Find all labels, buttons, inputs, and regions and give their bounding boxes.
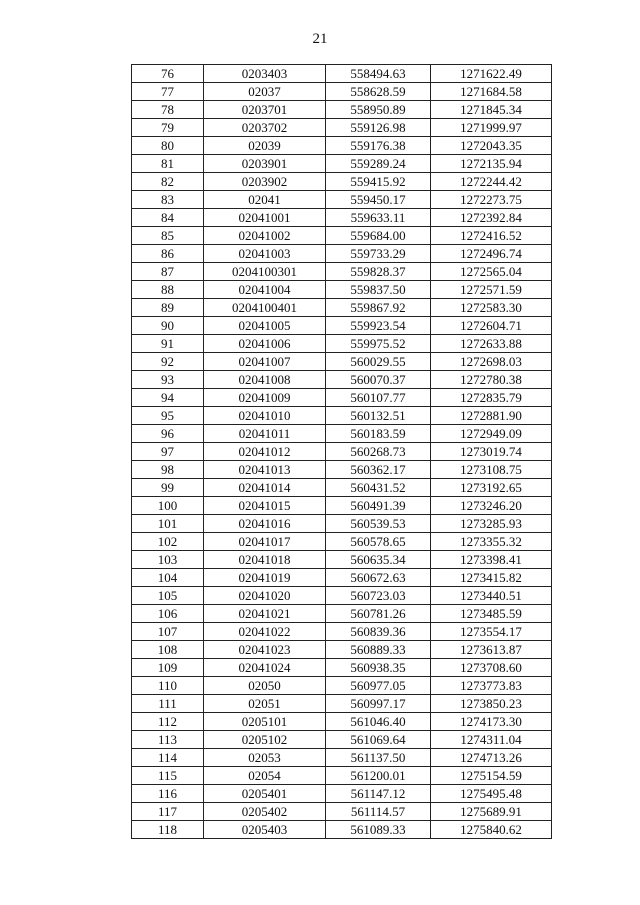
table-row [132,245,552,263]
point-code-cell: 02041008 [204,371,326,389]
y-coordinate-cell: 1275495.48 [431,785,552,803]
row-number-cell: 93 [132,371,204,389]
point-code-cell: 0204100401 [204,299,326,317]
y-coordinate-cell: 1271622.49 [431,65,552,83]
table-row [132,821,552,839]
x-coordinate-cell: 559733.29 [326,245,431,263]
row-number-cell: 82 [132,173,204,191]
point-code-cell: 02041022 [204,623,326,641]
point-code-cell: 02037 [204,83,326,101]
point-code-cell: 02039 [204,137,326,155]
x-coordinate-cell: 559415.92 [326,173,431,191]
table-row [132,155,552,173]
point-code-cell: 02041013 [204,461,326,479]
table-row [132,407,552,425]
row-number-cell: 101 [132,515,204,533]
x-coordinate-cell: 559289.24 [326,155,431,173]
point-code-cell: 0203901 [204,155,326,173]
x-coordinate-cell: 560183.59 [326,425,431,443]
point-code-cell: 02051 [204,695,326,713]
y-coordinate-cell: 1275154.59 [431,767,552,785]
y-coordinate-cell: 1272496.74 [431,245,552,263]
y-coordinate-cell: 1273773.83 [431,677,552,695]
table-row [132,605,552,623]
row-number-cell: 102 [132,533,204,551]
x-coordinate-cell: 560938.35 [326,659,431,677]
point-code-cell: 02041 [204,191,326,209]
x-coordinate-cell: 559837.50 [326,281,431,299]
point-code-cell: 0203702 [204,119,326,137]
x-coordinate-cell: 560362.17 [326,461,431,479]
x-coordinate-cell: 560431.52 [326,479,431,497]
x-coordinate-cell: 560672.63 [326,569,431,587]
row-number-cell: 85 [132,227,204,245]
x-coordinate-cell: 559684.00 [326,227,431,245]
table-row [132,659,552,677]
page-number: 21 [312,31,328,47]
x-coordinate-cell: 560635.34 [326,551,431,569]
y-coordinate-cell: 1273398.41 [431,551,552,569]
row-number-cell: 116 [132,785,204,803]
point-code-cell: 02041003 [204,245,326,263]
row-number-cell: 105 [132,587,204,605]
point-code-cell: 0203701 [204,101,326,119]
table-row [132,119,552,137]
table-row [132,191,552,209]
row-number-cell: 98 [132,461,204,479]
table-row [132,83,552,101]
y-coordinate-cell: 1273415.82 [431,569,552,587]
point-code-cell: 02041020 [204,587,326,605]
row-number-cell: 81 [132,155,204,173]
x-coordinate-cell: 560889.33 [326,641,431,659]
point-code-cell: 02041024 [204,659,326,677]
point-code-cell: 02041021 [204,605,326,623]
row-number-cell: 87 [132,263,204,281]
point-code-cell: 02041007 [204,353,326,371]
table-row [132,371,552,389]
point-code-cell: 02041014 [204,479,326,497]
row-number-cell: 104 [132,569,204,587]
table-row [132,335,552,353]
point-code-cell: 02041012 [204,443,326,461]
row-number-cell: 114 [132,749,204,767]
table-row [132,731,552,749]
row-number-cell: 117 [132,803,204,821]
table-row [132,767,552,785]
table-row [132,515,552,533]
row-number-cell: 78 [132,101,204,119]
table-row [132,587,552,605]
point-code-cell: 02041018 [204,551,326,569]
row-number-cell: 112 [132,713,204,731]
table-row [132,713,552,731]
row-number-cell: 77 [132,83,204,101]
table-row [132,281,552,299]
x-coordinate-cell: 559828.37 [326,263,431,281]
row-number-cell: 110 [132,677,204,695]
row-number-cell: 108 [132,641,204,659]
y-coordinate-cell: 1273246.20 [431,497,552,515]
coordinates-table-body [132,65,552,839]
point-code-cell: 0205402 [204,803,326,821]
row-number-cell: 118 [132,821,204,839]
y-coordinate-cell: 1273850.23 [431,695,552,713]
y-coordinate-cell: 1273440.51 [431,587,552,605]
table-row [132,785,552,803]
point-code-cell: 02041004 [204,281,326,299]
y-coordinate-cell: 1272881.90 [431,407,552,425]
x-coordinate-cell: 561114.57 [326,803,431,821]
y-coordinate-cell: 1272835.79 [431,389,552,407]
row-number-cell: 97 [132,443,204,461]
table-row [132,443,552,461]
y-coordinate-cell: 1273613.87 [431,641,552,659]
x-coordinate-cell: 559975.52 [326,335,431,353]
x-coordinate-cell: 561069.64 [326,731,431,749]
x-coordinate-cell: 560997.17 [326,695,431,713]
table-row [132,479,552,497]
y-coordinate-cell: 1271684.58 [431,83,552,101]
point-code-cell: 02041002 [204,227,326,245]
y-coordinate-cell: 1272392.84 [431,209,552,227]
y-coordinate-cell: 1272244.42 [431,173,552,191]
y-coordinate-cell: 1272273.75 [431,191,552,209]
point-code-cell: 02041017 [204,533,326,551]
x-coordinate-cell: 560268.73 [326,443,431,461]
row-number-cell: 103 [132,551,204,569]
table-row [132,551,552,569]
row-number-cell: 89 [132,299,204,317]
x-coordinate-cell: 561137.50 [326,749,431,767]
row-number-cell: 100 [132,497,204,515]
row-number-cell: 84 [132,209,204,227]
point-code-cell: 02041005 [204,317,326,335]
x-coordinate-cell: 559867.92 [326,299,431,317]
y-coordinate-cell: 1273192.65 [431,479,552,497]
y-coordinate-cell: 1273355.32 [431,533,552,551]
x-coordinate-cell: 558494.63 [326,65,431,83]
row-number-cell: 96 [132,425,204,443]
point-code-cell: 02041009 [204,389,326,407]
y-coordinate-cell: 1274713.26 [431,749,552,767]
x-coordinate-cell: 560029.55 [326,353,431,371]
table-row [132,623,552,641]
y-coordinate-cell: 1272135.94 [431,155,552,173]
row-number-cell: 80 [132,137,204,155]
table-row [132,695,552,713]
y-coordinate-cell: 1271845.34 [431,101,552,119]
x-coordinate-cell: 558628.59 [326,83,431,101]
x-coordinate-cell: 560107.77 [326,389,431,407]
point-code-cell: 02041015 [204,497,326,515]
y-coordinate-cell: 1275840.62 [431,821,552,839]
table-row [132,569,552,587]
x-coordinate-cell: 560132.51 [326,407,431,425]
point-code-cell: 02041006 [204,335,326,353]
row-number-cell: 79 [132,119,204,137]
table-row [132,173,552,191]
x-coordinate-cell: 561200.01 [326,767,431,785]
point-code-cell: 02053 [204,749,326,767]
point-code-cell: 0205101 [204,713,326,731]
row-number-cell: 113 [132,731,204,749]
point-code-cell: 02041019 [204,569,326,587]
row-number-cell: 95 [132,407,204,425]
table-row [132,533,552,551]
point-code-cell: 02041010 [204,407,326,425]
y-coordinate-cell: 1274311.04 [431,731,552,749]
y-coordinate-cell: 1272633.88 [431,335,552,353]
row-number-cell: 106 [132,605,204,623]
table-row [132,209,552,227]
row-number-cell: 90 [132,317,204,335]
x-coordinate-cell: 561046.40 [326,713,431,731]
table-row [132,353,552,371]
point-code-cell: 02050 [204,677,326,695]
y-coordinate-cell: 1272043.35 [431,137,552,155]
table-row [132,497,552,515]
y-coordinate-cell: 1273108.75 [431,461,552,479]
row-number-cell: 83 [132,191,204,209]
y-coordinate-cell: 1275689.91 [431,803,552,821]
table-row [132,299,552,317]
x-coordinate-cell: 560491.39 [326,497,431,515]
y-coordinate-cell: 1272698.03 [431,353,552,371]
row-number-cell: 86 [132,245,204,263]
table-row [132,137,552,155]
row-number-cell: 115 [132,767,204,785]
y-coordinate-cell: 1273485.59 [431,605,552,623]
table-row [132,749,552,767]
y-coordinate-cell: 1272583.30 [431,299,552,317]
point-code-cell: 02041023 [204,641,326,659]
x-coordinate-cell: 560781.26 [326,605,431,623]
table-row [132,317,552,335]
x-coordinate-cell: 561147.12 [326,785,431,803]
x-coordinate-cell: 558950.89 [326,101,431,119]
table-row [132,389,552,407]
row-number-cell: 107 [132,623,204,641]
x-coordinate-cell: 560839.36 [326,623,431,641]
row-number-cell: 99 [132,479,204,497]
y-coordinate-cell: 1272604.71 [431,317,552,335]
point-code-cell: 02041001 [204,209,326,227]
y-coordinate-cell: 1272571.59 [431,281,552,299]
point-code-cell: 0204100301 [204,263,326,281]
x-coordinate-cell: 560723.03 [326,587,431,605]
point-code-cell: 0203902 [204,173,326,191]
y-coordinate-cell: 1273708.60 [431,659,552,677]
point-code-cell: 0203403 [204,65,326,83]
x-coordinate-cell: 559923.54 [326,317,431,335]
x-coordinate-cell: 560070.37 [326,371,431,389]
row-number-cell: 76 [132,65,204,83]
y-coordinate-cell: 1272780.38 [431,371,552,389]
table-row [132,803,552,821]
coordinates-table [131,64,552,839]
point-code-cell: 0205102 [204,731,326,749]
x-coordinate-cell: 561089.33 [326,821,431,839]
point-code-cell: 02041016 [204,515,326,533]
table-row [132,101,552,119]
table-row [132,65,552,83]
table-row [132,425,552,443]
point-code-cell: 02041011 [204,425,326,443]
table-row [132,677,552,695]
y-coordinate-cell: 1273019.74 [431,443,552,461]
table-row [132,227,552,245]
x-coordinate-cell: 560977.05 [326,677,431,695]
point-code-cell: 0205403 [204,821,326,839]
row-number-cell: 91 [132,335,204,353]
x-coordinate-cell: 560539.53 [326,515,431,533]
row-number-cell: 94 [132,389,204,407]
row-number-cell: 109 [132,659,204,677]
x-coordinate-cell: 559176.38 [326,137,431,155]
y-coordinate-cell: 1273285.93 [431,515,552,533]
x-coordinate-cell: 560578.65 [326,533,431,551]
point-code-cell: 02054 [204,767,326,785]
y-coordinate-cell: 1273554.17 [431,623,552,641]
table-row [132,263,552,281]
x-coordinate-cell: 559633.11 [326,209,431,227]
y-coordinate-cell: 1272416.52 [431,227,552,245]
row-number-cell: 92 [132,353,204,371]
point-code-cell: 0205401 [204,785,326,803]
row-number-cell: 111 [132,695,204,713]
x-coordinate-cell: 559450.17 [326,191,431,209]
row-number-cell: 88 [132,281,204,299]
y-coordinate-cell: 1271999.97 [431,119,552,137]
x-coordinate-cell: 559126.98 [326,119,431,137]
y-coordinate-cell: 1272565.04 [431,263,552,281]
y-coordinate-cell: 1272949.09 [431,425,552,443]
y-coordinate-cell: 1274173.30 [431,713,552,731]
table-row [132,461,552,479]
table-row [132,641,552,659]
